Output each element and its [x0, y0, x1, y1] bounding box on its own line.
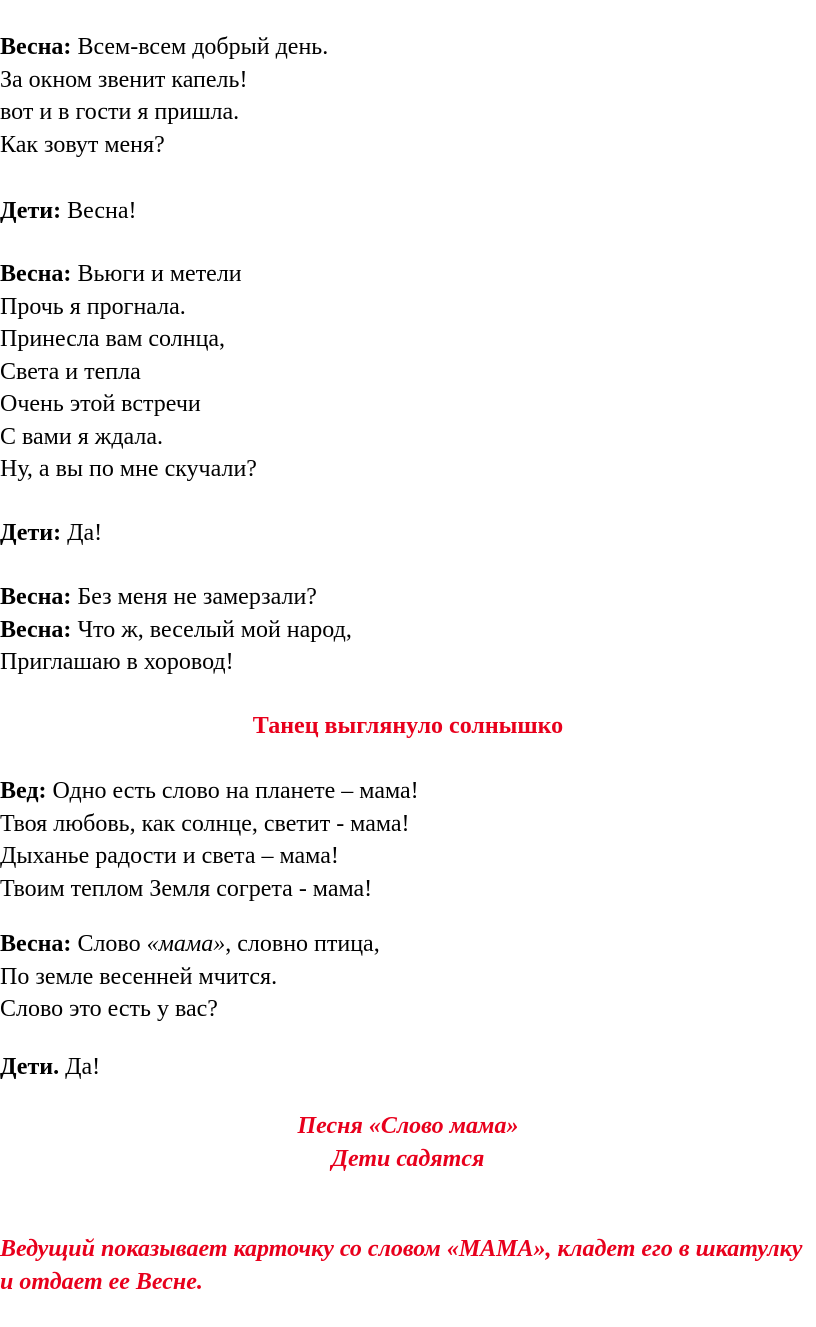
- line-text: Вьюги и метели: [77, 261, 242, 287]
- dialogue-line: [0, 195, 816, 228]
- speaker-label: Дети.: [0, 1054, 60, 1080]
- dialogue-block-deti-answer: [0, 195, 816, 228]
- dialogue-line: вот и в гости я пришла.: [0, 99, 240, 125]
- dialogue-line: Приглашаю в хоровод!: [0, 649, 234, 675]
- section-heading-song: [0, 1110, 816, 1175]
- dialogue-block-vesna-slovo: [0, 928, 816, 1026]
- dialogue-line: Прочь я прогнала.: [0, 293, 186, 320]
- dialogue-line: [0, 517, 816, 550]
- dialogue-block-deti-da: [0, 517, 816, 550]
- dialogue-line: Твоим теплом Земля согрета - мама!: [0, 875, 373, 902]
- dialogue-line: Как зовут меня?: [0, 131, 165, 158]
- line-text: Весна!: [67, 198, 137, 224]
- speaker-label: Вед:: [0, 778, 47, 804]
- dialogue-line: [0, 258, 816, 291]
- dialogue-line: По земле весенней мчится.: [0, 963, 278, 990]
- line-text: Без меня не замерзали?: [77, 584, 317, 610]
- dialogue-line: [0, 581, 816, 614]
- dialogue-block-vesna-greeting: [0, 31, 816, 161]
- line-text: Всем-всем добрый день.: [77, 34, 329, 60]
- dialogue-block-deti-da-2: [0, 1051, 816, 1084]
- dialogue-line: Очень этой встречи: [0, 391, 201, 417]
- dialogue-block-vesna-poem: [0, 258, 816, 486]
- dialogue-line: Дыханье радости и света – мама!: [0, 843, 339, 869]
- dialogue-block-ved-mama: [0, 775, 816, 905]
- line-text: Одно есть слово на планете – мама!: [52, 778, 419, 804]
- dialogue-line: [0, 31, 816, 64]
- dialogue-line: Твоя любовь, как солнце, светит - мама!: [0, 810, 410, 837]
- heading-text: Песня «Слово мама»: [297, 1113, 519, 1139]
- speaker-label: Весна:: [0, 584, 72, 610]
- dialogue-line: [0, 1051, 816, 1084]
- speaker-label: Весна:: [0, 616, 72, 643]
- dialogue-line: [0, 775, 816, 808]
- speaker-label: Дети:: [0, 198, 62, 224]
- dialogue-block-vesna-invite: [0, 581, 816, 679]
- speaker-label: Весна:: [0, 931, 72, 957]
- speaker-label: Весна:: [0, 34, 72, 60]
- heading-text: Дети садятся: [331, 1145, 485, 1172]
- line-text: , словно птица,: [225, 931, 380, 957]
- speaker-label: Весна:: [0, 261, 72, 287]
- speaker-label: Дети:: [0, 520, 62, 546]
- note-text: Ведущий показывает карточку со словом «МАМА», кладет его в шкатулку и отдает ее Весне.: [0, 1236, 803, 1295]
- dialogue-line: [0, 928, 816, 961]
- stage-direction-note: [0, 1233, 816, 1298]
- dialogue-line: Слово это есть у вас?: [0, 996, 218, 1022]
- italic-word: «мама»: [146, 931, 226, 957]
- section-heading-dance: [0, 710, 816, 743]
- line-text: Да!: [67, 520, 103, 546]
- dialogue-line: Света и тепла: [0, 358, 141, 385]
- line-text: Да!: [65, 1054, 101, 1080]
- line-text: Слово: [77, 931, 141, 957]
- dialogue-line: За окном звенит капель!: [0, 66, 248, 93]
- line-text: Что ж, веселый мой народ,: [77, 616, 352, 643]
- heading-text: Танец выглянуло солнышко: [252, 713, 564, 739]
- dialogue-line: Принесла вам солнца,: [0, 326, 226, 352]
- dialogue-line: Ну, а вы по мне скучали?: [0, 456, 257, 482]
- dialogue-line: С вами я ждала.: [0, 423, 164, 450]
- dialogue-line: [0, 614, 816, 647]
